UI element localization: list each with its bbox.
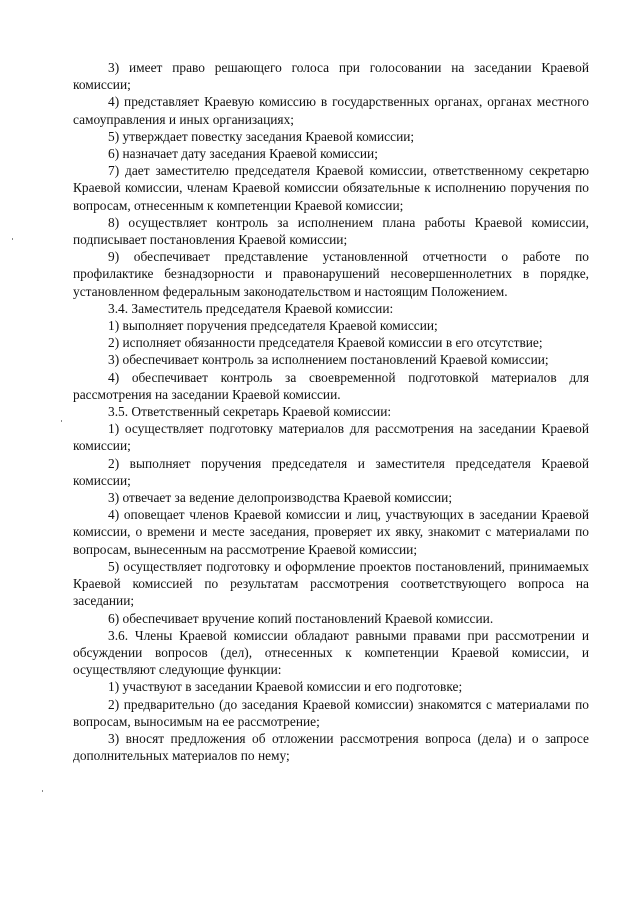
paragraph: 2) выполняет поручения председателя и заместителя председателя Краевой комиссии; bbox=[73, 455, 589, 488]
scan-speck bbox=[12, 238, 13, 240]
paragraph: 4) обеспечивает контроль за своевременной подготовкой материалов для рассмотрения на заседании Краевой комиссии. bbox=[73, 369, 589, 402]
paragraph: 1) осуществляет подготовку материалов для рассмотрения на заседании Краевой комиссии; bbox=[73, 421, 589, 454]
paragraph: 1) участвуют в заседании Краевой комиссии и его подготовке; bbox=[108, 679, 463, 695]
paragraph: 1) выполняет поручения председателя Краевой комиссии; bbox=[108, 318, 438, 334]
paragraph: 3) вносят предложения об отложении рассмотрения вопроса (дела) и о запросе дополнительных материалов по нему; bbox=[73, 730, 589, 764]
document-body bbox=[73, 59, 589, 764]
paragraph: 6) обеспечивает вручение копий постановлений Краевой комиссии. bbox=[108, 610, 494, 626]
paragraph: 3) имеет право решающего голоса при голосовании на заседании Краевой комиссии; bbox=[73, 60, 589, 93]
paragraph: 6) назначает дату заседания Краевой комиссии; bbox=[108, 146, 378, 162]
paragraph: 8) осуществляет контроль за исполнением плана работы Краевой комиссии, подписывает постановления Краевой комиссии; bbox=[73, 214, 589, 248]
paragraph: 3.6. Члены Краевой комиссии обладают равными правами при рассмотрении и обсуждении вопросов (дел), отнесенных к компетенции Краевой комиссии, и осуществляют следующие функции: bbox=[73, 627, 589, 678]
paragraph: 2) предварительно (до заседания Краевой комиссии) знакомятся с материалами по вопросам, выносимым на ее рассмотрение; bbox=[73, 696, 589, 729]
paragraph: 3.4. Заместитель председателя Краевой комиссии: bbox=[108, 300, 394, 316]
paragraph: 3) отвечает за ведение делопроизводства Краевой комиссии; bbox=[108, 490, 453, 506]
paragraph: 4) оповещает членов Краевой комиссии и лиц, участвующих в заседании Краевой комиссии, о времени и месте заседания, проверяет их явку, знакомит с материалами по вопросам, вынесенным на рассмотрение Краевой комиссии; bbox=[73, 507, 589, 557]
scan-speck bbox=[42, 790, 43, 792]
paragraph: 4) представляет Краевую комиссию в государственных органах, органах местного самоуправления и иных организациях; bbox=[73, 94, 589, 127]
paragraph: 3.5. Ответственный секретарь Краевой комиссии: bbox=[108, 404, 392, 420]
paragraph: 9) обеспечивает представление установленной отчетности о работе по профилактике безнадзорности и правонарушений несовершеннолетних в порядке, установленном федеральным законодательством и настоящим Положением. bbox=[73, 249, 589, 299]
paragraph: 2) исполняет обязанности председателя Краевой комиссии в его отсутствие; bbox=[108, 335, 543, 351]
paragraph: 7) дает заместителю председателя Краевой комиссии, ответственному секретарю Краевой комиссии, членам Краевой комиссии обязательные к исполнению поручения по вопросам, отнесенным к компетенции Краевой комиссии; bbox=[73, 163, 589, 213]
paragraph: 5) утверждает повестку заседания Краевой комиссии; bbox=[108, 128, 415, 144]
paragraph: 5) осуществляет подготовку и оформление проектов постановлений, принимаемых Краевой комиссией по результатам рассмотрения соответствующего вопроса на заседании; bbox=[73, 558, 589, 609]
scan-speck bbox=[61, 420, 62, 422]
paragraph: 3) обеспечивает контроль за исполнением постановлений Краевой комиссии; bbox=[108, 352, 549, 368]
